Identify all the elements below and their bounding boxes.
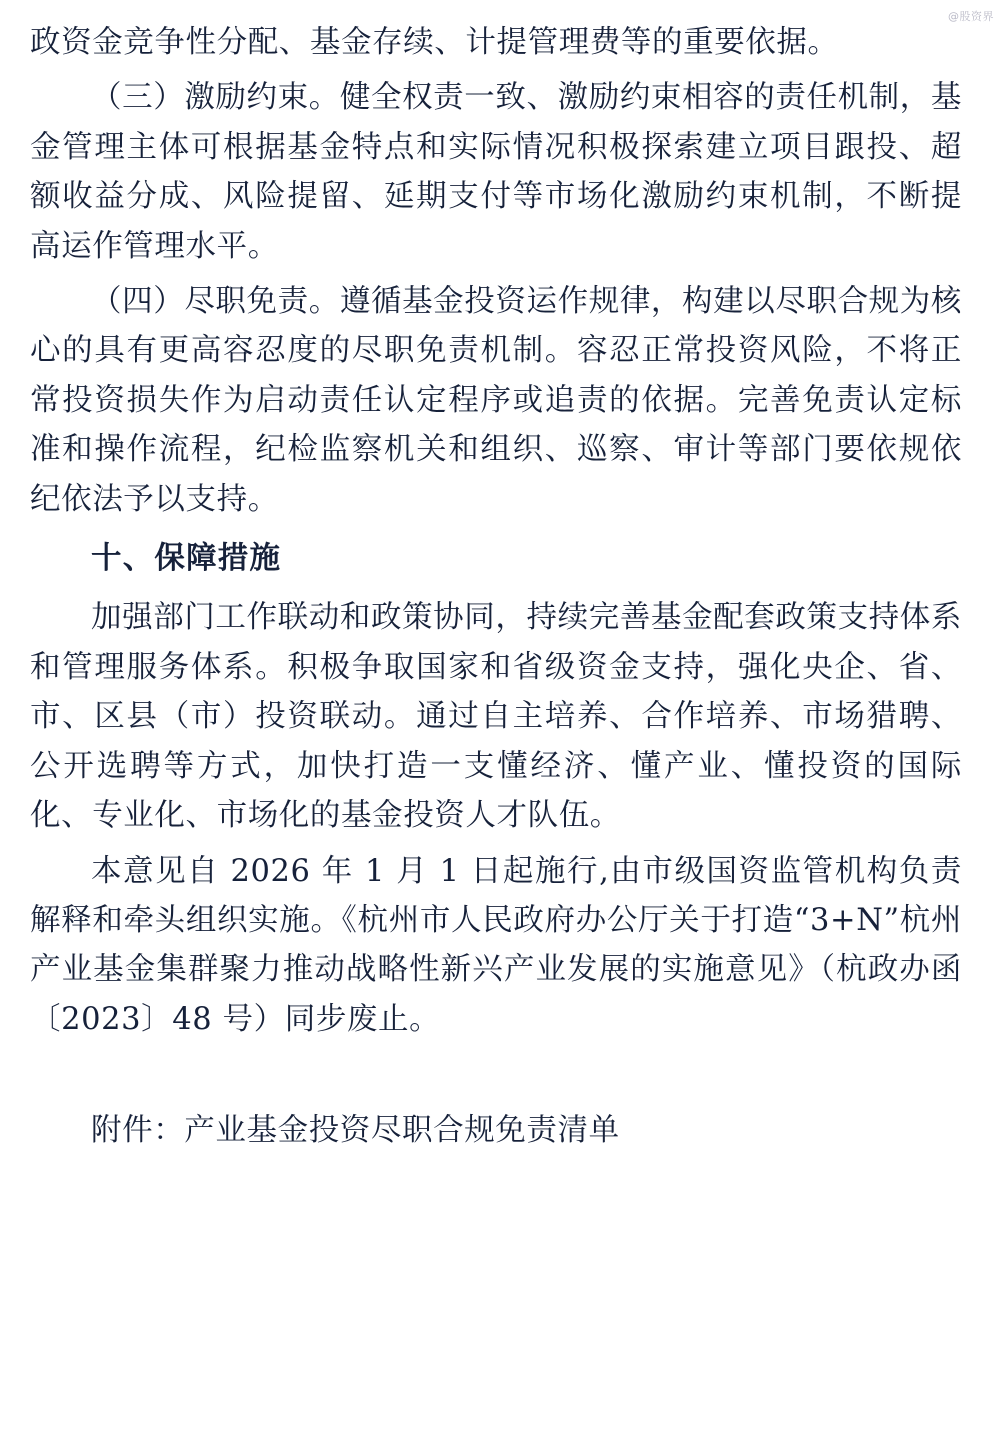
spacer	[30, 524, 962, 534]
section-heading-ten: 十、保障措施	[91, 540, 282, 577]
paragraph-item-three: （三）激励约束。健全权责一致、激励约束相容的责任机制，基金管理主体可根据基金特点和实际情况积极探索建立项目跟投、超额收益分成、风险提留、延期支付等市场化激励约束机制，不断提高运作管理水平。	[30, 80, 962, 264]
paragraph-effective-date: 本意见自 2026 年 1 月 1 日起施行,由市级国资监管机构负责解释和牵头组织实施。《杭州市人民政府办公厅关于打造“3+N”杭州产业基金集群聚力推动战略性新兴产业发展的实施意见》（杭政办函〔2023〕48 号）同步废止。	[30, 853, 963, 1037]
paragraph-section-ten-body: 加强部门工作联动和政策协同，持续完善基金配套政策支持体系和管理服务体系。积极争取国家和省级资金支持，强化央企、省、市、区县（市）投资联动。通过自主培养、合作培养、市场猎聘、公开选聘等方式，加快打造一支懂经济、懂产业、懂投资的国际化、专业化、市场化的基金投资人才队伍。	[30, 600, 962, 834]
paragraph-item-four: （四）尽职免责。遵循基金投资运作规律，构建以尽职合规为核心的具有更高容忍度的尽职免责机制。容忍正常投资风险，不将正常投资损失作为启动责任认定程序或追责的依据。完善免责认定标准和操作流程，纪检监察机关和组织、巡察、审计等部门要依规依纪依法予以支持。	[30, 284, 962, 517]
document-body	[30, 18, 962, 1156]
attachment-line: 附件：产业基金投资尽职合规免责清单	[91, 1113, 620, 1149]
spacer	[30, 1044, 962, 1106]
spacer	[30, 583, 962, 593]
watermark-label: @股资界	[948, 10, 994, 23]
paragraph-continuation: 政资金竞争性分配、基金存续、计提管理费等的重要依据。	[30, 25, 839, 60]
